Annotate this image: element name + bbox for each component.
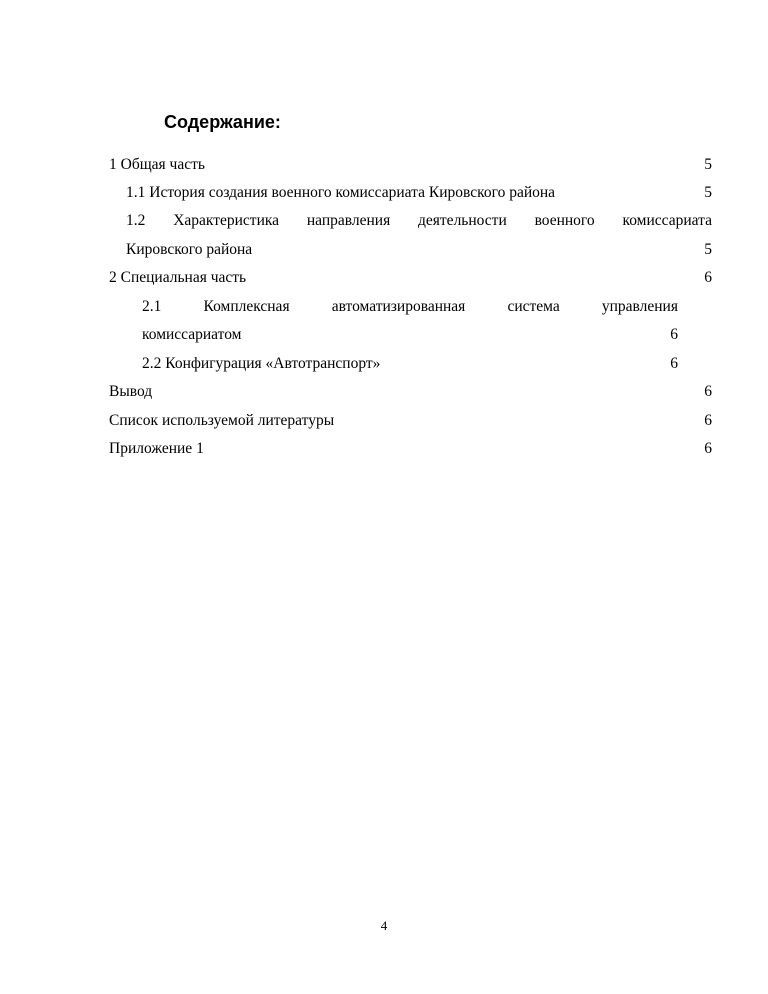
toc-entry-1-1: [126, 183, 712, 203]
toc-word: комиссариата: [622, 212, 712, 229]
toc-entry-2-1-line1: [142, 297, 678, 317]
toc-entry-text: Кировского района: [126, 241, 253, 258]
toc-entry-2: [109, 268, 712, 288]
toc-word: система: [507, 298, 560, 315]
toc-entry-2-2: [142, 354, 678, 374]
toc-entry-page: 5: [704, 241, 712, 258]
toc-entry-1: [109, 155, 712, 175]
toc-entry-references: [109, 411, 712, 431]
toc-entry-page: 5: [704, 156, 712, 173]
toc-word: направления: [306, 212, 391, 229]
toc-entry-text: 2 Специальная часть: [109, 269, 247, 286]
toc-word: автоматизированная: [331, 298, 466, 315]
toc-entry-page: 5: [704, 184, 712, 201]
toc-entry-1-2-line2: [126, 240, 712, 260]
toc-entry-text: Приложение 1: [109, 440, 204, 457]
toc-entry-text: 1 Общая часть: [109, 156, 205, 173]
toc-word: 1.2: [126, 212, 146, 229]
page-number: 4: [380, 918, 388, 933]
toc-word: военного: [534, 212, 595, 229]
toc-entry-1-2-line1: [126, 211, 712, 231]
toc-entry-text: Список используемой литературы: [109, 412, 335, 429]
toc-word: Комплексная: [203, 298, 290, 315]
toc-entry-page: 6: [704, 383, 712, 400]
toc-entry-appendix: [109, 439, 712, 459]
toc-entry-text: Вывод: [109, 383, 153, 400]
toc-word: управления: [601, 298, 678, 315]
toc-entry-text: комиссариатом: [142, 326, 242, 343]
toc-entry-2-1-line2: [142, 325, 678, 345]
toc-entry-page: 6: [670, 326, 678, 343]
toc-entry-conclusion: [109, 382, 712, 402]
toc-title: Содержание:: [164, 112, 281, 132]
toc-entry-page: 6: [670, 355, 678, 372]
toc-word: Характеристика: [173, 212, 280, 229]
toc-entry-page: 6: [704, 412, 712, 429]
toc-entry-text: 1.1 История создания военного комиссариата Кировского района: [126, 184, 556, 201]
toc-word: деятельности: [418, 212, 507, 229]
toc-entry-page: 6: [704, 269, 712, 286]
toc-entry-page: 6: [704, 440, 712, 457]
toc-entry-text: 2.2 Конфигурация «Автотранспорт»: [142, 355, 381, 372]
toc-word: 2.1: [142, 298, 162, 315]
